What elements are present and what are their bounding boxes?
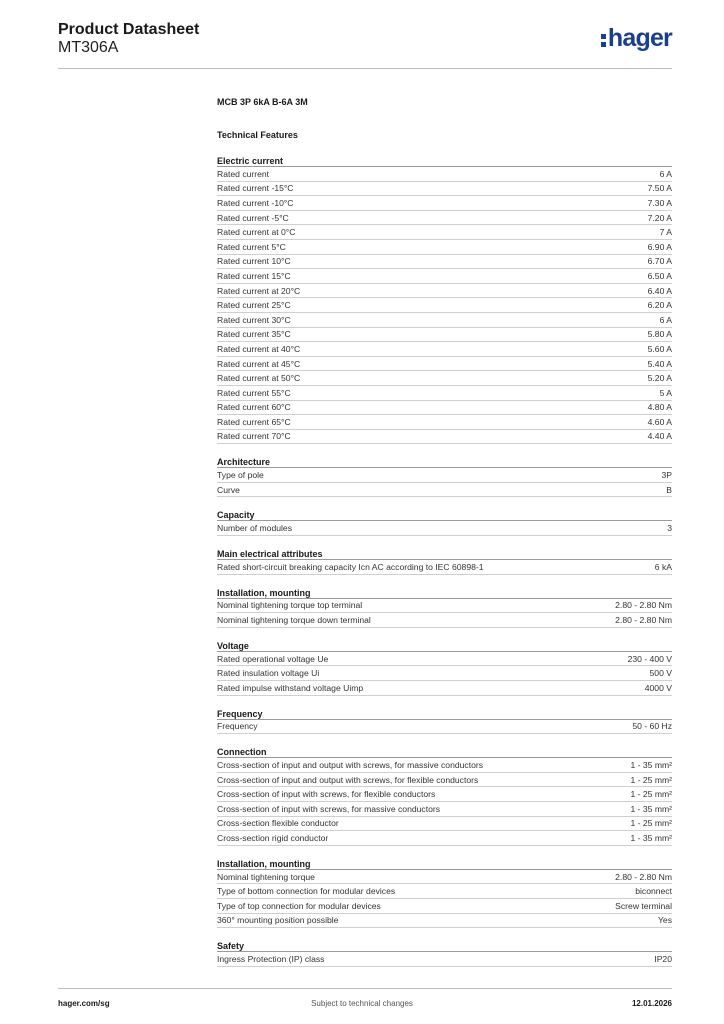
spec-row xyxy=(217,758,672,773)
spec-row xyxy=(217,884,672,899)
spec-value: 230 - 400 V xyxy=(627,653,672,664)
spec-row xyxy=(217,560,672,575)
spec-label: Cross-section of input and output with screws, for massive conductors xyxy=(217,760,484,771)
spec-label: Rated current 60°C xyxy=(217,402,291,413)
spec-row xyxy=(217,182,672,197)
spec-label: Cross-section of input and output with screws, for flexible conductors xyxy=(217,774,479,785)
section-heading: Installation, mounting xyxy=(217,858,672,870)
spec-label: Rated current at 20°C xyxy=(217,285,301,296)
spec-row xyxy=(217,521,672,536)
spec-value: 5 A xyxy=(659,387,672,398)
section-heading: Electric current xyxy=(217,155,672,167)
product-name: MCB 3P 6kA B-6A 3M xyxy=(217,97,308,107)
section-heading: Frequency xyxy=(217,708,672,720)
spec-label: Frequency xyxy=(217,721,258,732)
spec-value: 6.90 A xyxy=(647,241,672,252)
spec-row xyxy=(217,870,672,885)
spec-section xyxy=(217,858,672,928)
feature-sections xyxy=(217,155,672,967)
hager-logo xyxy=(601,26,672,51)
spec-label: Nominal tightening torque down terminal xyxy=(217,615,371,626)
header-divider xyxy=(58,68,672,69)
spec-label: Rated current 35°C xyxy=(217,329,291,340)
spec-label: Cross-section flexible conductor xyxy=(217,818,339,829)
spec-value: 2.80 - 2.80 Nm xyxy=(615,871,672,882)
spec-label: Type of bottom connection for modular devices xyxy=(217,886,396,897)
spec-value: 1 - 25 mm² xyxy=(630,789,672,800)
spec-label: Rated short-circuit breaking capacity Icn AC according to IEC 60898-1 xyxy=(217,561,484,572)
spec-value: Yes xyxy=(657,915,672,926)
spec-label: Rated current at 50°C xyxy=(217,373,301,384)
spec-row xyxy=(217,681,672,696)
spec-label: Rated current xyxy=(217,168,270,179)
product-reference: MT306A xyxy=(58,39,119,56)
spec-value: biconnect xyxy=(635,886,672,897)
spec-row xyxy=(217,415,672,430)
spec-row xyxy=(217,342,672,357)
section-heading: Voltage xyxy=(217,640,672,652)
footer-disclaimer: Subject to technical changes xyxy=(311,999,413,1008)
spec-row xyxy=(217,298,672,313)
spec-label: Cross-section of input with screws, for flexible conductors xyxy=(217,789,436,800)
section-heading: Installation, mounting xyxy=(217,587,672,599)
spec-value: 7 A xyxy=(659,227,672,238)
spec-label: Cross-section of input with screws, for massive conductors xyxy=(217,803,441,814)
spec-label: Ingress Protection (IP) class xyxy=(217,953,325,964)
spec-label: Cross-section rigid conductor xyxy=(217,832,329,843)
spec-row xyxy=(217,899,672,914)
spec-value: 1 - 35 mm² xyxy=(630,760,672,771)
spec-row xyxy=(217,357,672,372)
spec-row xyxy=(217,196,672,211)
spec-row xyxy=(217,787,672,802)
spec-row xyxy=(217,255,672,270)
spec-label: Rated current 10°C xyxy=(217,256,291,267)
spec-section xyxy=(217,548,672,575)
datasheet-content xyxy=(217,96,672,967)
spec-row xyxy=(217,720,672,735)
spec-value: 6.20 A xyxy=(647,300,672,311)
spec-value: 4.40 A xyxy=(647,431,672,442)
spec-row xyxy=(217,371,672,386)
spec-value: 6 A xyxy=(659,168,672,179)
spec-label: Rated current 5°C xyxy=(217,241,286,252)
spec-row xyxy=(217,599,672,614)
spec-value: 1 - 25 mm² xyxy=(630,774,672,785)
section-heading: Architecture xyxy=(217,456,672,468)
spec-value: 4.80 A xyxy=(647,402,672,413)
spec-label: 360° mounting position possible xyxy=(217,915,339,926)
spec-value: 6 A xyxy=(659,314,672,325)
spec-value: 5.40 A xyxy=(647,358,672,369)
spec-label: Rated current 70°C xyxy=(217,431,291,442)
spec-section xyxy=(217,640,672,696)
spec-section xyxy=(217,155,672,444)
spec-label: Rated impulse withstand voltage Uimp xyxy=(217,682,364,693)
spec-label: Rated current 30°C xyxy=(217,314,291,325)
spec-value: 1 - 35 mm² xyxy=(630,832,672,843)
spec-section xyxy=(217,746,672,846)
spec-value: B xyxy=(666,484,672,495)
footer-date: 12.01.2026 xyxy=(631,999,672,1008)
spec-label: Rated insulation voltage Ui xyxy=(217,668,320,679)
spec-row xyxy=(217,652,672,667)
spec-value: 7.50 A xyxy=(647,183,672,194)
spec-row xyxy=(217,483,672,498)
section-heading: Capacity xyxy=(217,509,672,521)
spec-label: Rated current 65°C xyxy=(217,416,291,427)
spec-row xyxy=(217,613,672,628)
spec-value: 50 - 60 Hz xyxy=(632,721,672,732)
spec-row xyxy=(217,240,672,255)
spec-section xyxy=(217,708,672,735)
spec-label: Rated current at 0°C xyxy=(217,227,296,238)
spec-row xyxy=(217,831,672,846)
footer-divider xyxy=(58,988,672,989)
spec-row xyxy=(217,401,672,416)
spec-label: Nominal tightening torque xyxy=(217,871,315,882)
spec-value: 6.70 A xyxy=(647,256,672,267)
spec-row xyxy=(217,817,672,832)
spec-value: 3 xyxy=(667,523,672,534)
spec-row xyxy=(217,211,672,226)
spec-value: 6.40 A xyxy=(647,285,672,296)
spec-value: 4.60 A xyxy=(647,416,672,427)
spec-value: Screw terminal xyxy=(615,900,672,911)
spec-value: 5.80 A xyxy=(647,329,672,340)
spec-row xyxy=(217,386,672,401)
spec-value: 6.50 A xyxy=(647,270,672,281)
spec-value: 6 kA xyxy=(654,561,672,572)
spec-row xyxy=(217,468,672,483)
spec-row xyxy=(217,802,672,817)
spec-label: Number of modules xyxy=(217,523,292,534)
spec-label: Nominal tightening torque top terminal xyxy=(217,600,363,611)
spec-row xyxy=(217,430,672,445)
spec-value: 2.80 - 2.80 Nm xyxy=(615,600,672,611)
spec-value: 5.60 A xyxy=(647,343,672,354)
spec-row xyxy=(217,773,672,788)
spec-label: Rated current -5°C xyxy=(217,212,289,223)
spec-row xyxy=(217,313,672,328)
spec-label: Curve xyxy=(217,484,240,495)
logo-wordmark: hager xyxy=(607,24,672,52)
spec-label: Rated current at 45°C xyxy=(217,358,301,369)
technical-features-heading: Technical Features xyxy=(217,130,298,140)
spec-label: Rated operational voltage Ue xyxy=(217,653,329,664)
spec-value: IP20 xyxy=(654,953,672,964)
spec-value: 4000 V xyxy=(644,682,672,693)
section-heading: Safety xyxy=(217,940,672,952)
spec-value: 1 - 25 mm² xyxy=(630,818,672,829)
spec-label: Type of top connection for modular devices xyxy=(217,900,381,911)
spec-row xyxy=(217,167,672,182)
spec-value: 5.20 A xyxy=(647,373,672,384)
spec-label: Rated current -10°C xyxy=(217,197,294,208)
spec-value: 2.80 - 2.80 Nm xyxy=(615,615,672,626)
spec-label: Rated current 55°C xyxy=(217,387,291,398)
spec-section xyxy=(217,940,672,967)
spec-row xyxy=(217,914,672,929)
spec-row xyxy=(217,952,672,967)
spec-row xyxy=(217,269,672,284)
spec-row xyxy=(217,225,672,240)
spec-row xyxy=(217,328,672,343)
spec-value: 7.20 A xyxy=(647,212,672,223)
spec-value: 1 - 35 mm² xyxy=(630,803,672,814)
spec-label: Rated current -15°C xyxy=(217,183,294,194)
spec-label: Type of pole xyxy=(217,470,264,481)
spec-row xyxy=(217,666,672,681)
spec-label: Rated current 15°C xyxy=(217,270,291,281)
spec-value: 500 V xyxy=(649,668,672,679)
spec-section xyxy=(217,587,672,628)
spec-label: Rated current at 40°C xyxy=(217,343,301,354)
spec-row xyxy=(217,284,672,299)
section-heading: Connection xyxy=(217,746,672,758)
footer-website: hager.com/sg xyxy=(58,999,110,1008)
document-title: Product Datasheet xyxy=(58,21,200,38)
section-heading: Main electrical attributes xyxy=(217,548,672,560)
spec-section xyxy=(217,456,672,497)
spec-section xyxy=(217,509,672,536)
logo-colon-mark xyxy=(601,34,606,47)
spec-value: 3P xyxy=(661,470,672,481)
spec-label: Rated current 25°C xyxy=(217,300,291,311)
spec-value: 7.30 A xyxy=(647,197,672,208)
